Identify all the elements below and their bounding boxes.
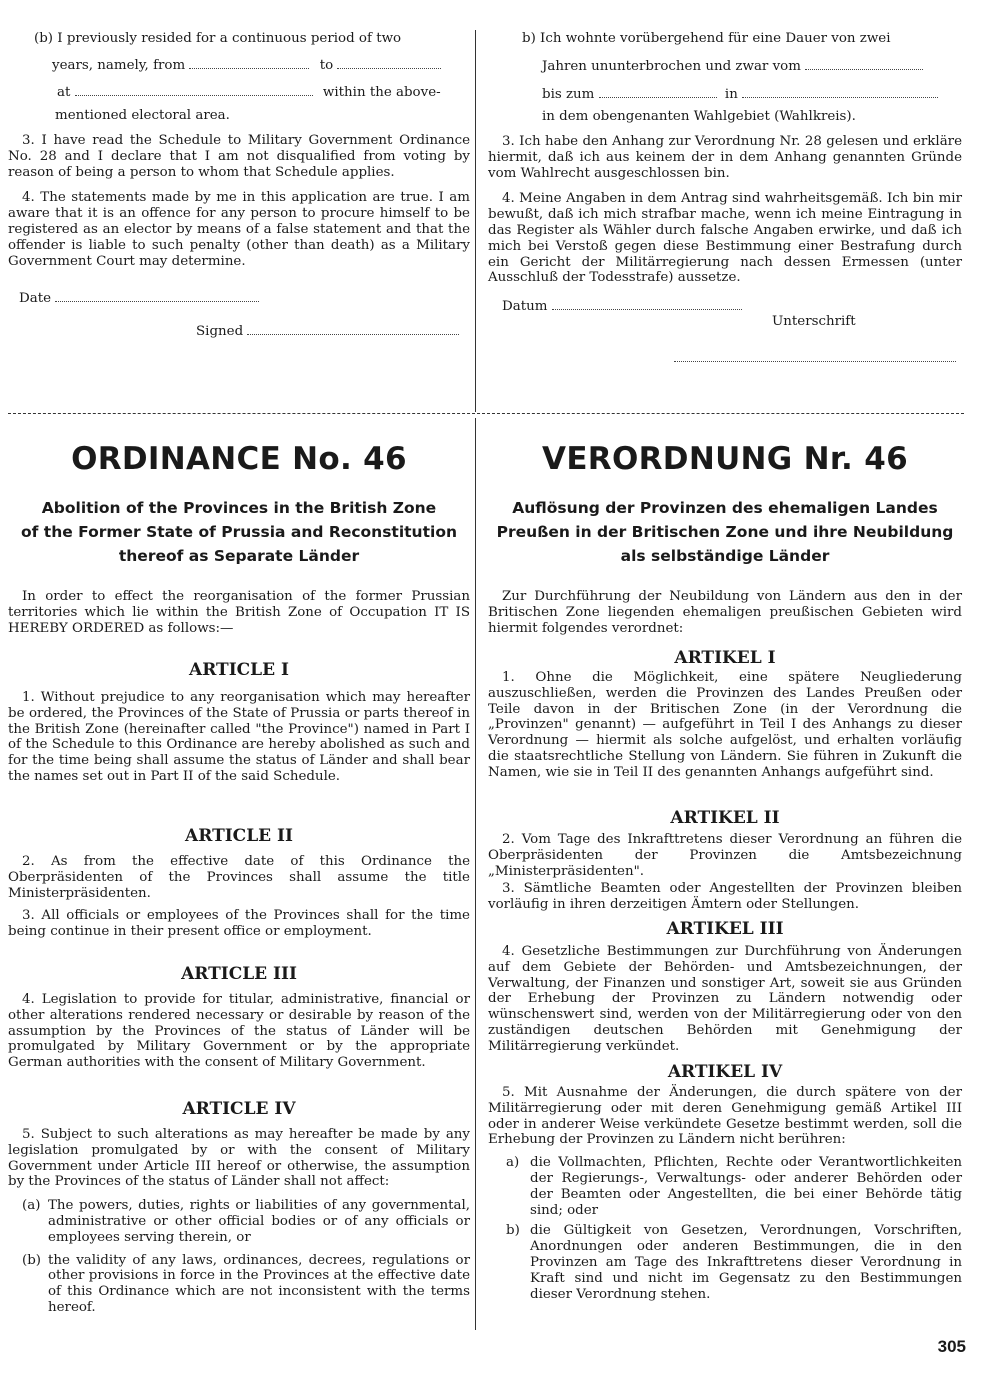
item-a-label-de: a) — [506, 1155, 520, 1171]
formular-b-line1: b) Ich wohnte vorübergehend für eine Dauer von zwei — [522, 31, 891, 46]
item-a-text: The powers, duties, rights or liabilities of any governmental, administrative or other official bodies or of any officials or employees serving therein, or — [48, 1198, 470, 1245]
artikel-2-para-2: 2. Vom Tage des Inkrafttretens dieser Verordnung an führen die Oberpräsidenten der Provinzen die Amtsbezeichnung „Ministerpräsidenten". — [488, 832, 962, 879]
article-3-body — [8, 992, 470, 1071]
artikel-4-para-5: 5. Mit Ausnahme der Änderungen, die durch spätere von der Militärregierung oder mit deren Genehmigung gemäß Artikel III oder in anderer Weise verkündete Gesetze bestimmt werden, soll die Erhebung der Provinzen zu Ländern nicht berühren: — [488, 1085, 962, 1148]
article-2-para-3: 3. All officials or employees of the Provinces shall for the time being continue in their present office or employment. — [8, 908, 470, 940]
page-number: 305 — [937, 1337, 966, 1356]
item-b-text-de: die Gültigkeit von Gesetzen, Verordnungen, Vorschriften, Anordnungen oder anderen Bestimmungen, die in den Provinzen am Tage des Inkrafttretens dieser Verordnung in Kraft sind und nicht im Gegensatz zu den Bestimmungen dieser Verordnung stehen. — [530, 1223, 962, 1302]
item-a-text-de: die Vollmachten, Pflichten, Rechte oder Verantwortlichkeiten der Regierungs-, Verwaltungs- oder anderer Behörden oder der Beamten oder Angestellten, die bei einer Behörde tätig sind; oder — [530, 1155, 962, 1218]
artikel-4-body — [488, 1085, 962, 1302]
declaration-para-3: 3. I have read the Schedule to Military Government Ordinance No. 28 and I declare that I am not disqualified from voting by reason of being a person to whom that Schedule applies. — [8, 133, 470, 180]
artikel-3-body — [488, 944, 962, 1055]
date-field[interactable] — [55, 301, 259, 302]
verordnung-subtitle-line-2: Preußen in der Britischen Zone und ihre Neubildung — [496, 523, 954, 541]
bis-zum-field[interactable] — [599, 97, 717, 98]
english-preamble — [8, 589, 470, 636]
ort-field[interactable] — [742, 97, 938, 98]
item-b-label: (b) — [22, 1252, 42, 1268]
from-date-field[interactable] — [189, 68, 309, 69]
form-item-b-line1: (b) I previously resided for a continuous period of two — [34, 31, 402, 46]
artikel-3-heading: ARTIKEL III — [666, 919, 784, 939]
article-4-item-b — [22, 1253, 470, 1316]
article-4-para-5: 5. Subject to such alterations as may hereafter be made by any legislation promulgated by or with the consent of Military Government under Article III hereof or otherwise, the assumption by the Provinces of the status of Länder shall not affect: — [8, 1127, 470, 1190]
unterschrift-line — [488, 347, 962, 366]
datum-label: Datum — [502, 299, 548, 315]
artikel-1-body — [488, 670, 962, 781]
date-line — [8, 291, 470, 307]
erklaerung-para-4: 4. Meine Angaben in dem Antrag sind wahrheitsgemäß. Ich bin mir bewußt, daß ich mich strafbar mache, wenn ich meine Eintragung in das Register als Wähler durch falsche Angaben erwirke, und daß ich mich bei Verstoß gegen diese Bestimmung einer Bestrafung durch ein Gericht der Militärregierung nach dessen Ermessen (unter Ausschluß der Todesstrafe) aussetze. — [488, 191, 962, 286]
within-label: within the above- — [322, 85, 441, 100]
artikel-4-heading: ARTIKEL IV — [667, 1062, 783, 1082]
article-1-para-1: 1. Without prejudice to any reorganisation which may hereafter be ordered, the Provinces of the State of Prussia or parts thereof in the British Zone (hereinafter called "the Province") named in Part I of the Schedule to this Ordinance are hereby abolished as such and for the time being shall assume the status of Länder and shall bear the names set out in Part II of the said Schedule. — [8, 690, 470, 784]
form-item-b-line2 — [8, 58, 470, 74]
erklaerung-para-3: 3. Ich habe den Anhang zur Verordnung Nr. 28 gelesen und erkläre hiermit, daß ich aus keinem der in dem Anhang genannten Gründe vom Wahlrecht ausgeschlossen bin. — [488, 134, 962, 181]
article-1-body — [8, 690, 470, 785]
artikel-2-body — [488, 832, 962, 913]
verordnung-title: VERORDNUNG Nr. 46 — [542, 441, 908, 477]
to-label: to — [319, 58, 334, 73]
article-1-heading: ARTICLE I — [189, 660, 289, 680]
artikel-1-heading: ARTIKEL I — [674, 648, 776, 668]
ordinance-subtitle-line-2: of the Former State of Prussia and Reconstitution — [21, 523, 457, 541]
ordinance-subtitle — [8, 496, 470, 568]
article-4-item-a — [22, 1198, 470, 1245]
top-left-section — [8, 31, 470, 340]
formular-b-line3 — [488, 87, 962, 103]
article-3-heading: ARTICLE III — [181, 964, 297, 984]
article-4-heading: ARTICLE IV — [182, 1099, 296, 1119]
german-preamble-text: Zur Durchführung der Neubildung von Ländern aus den in der Britischen Zone liegenden ehemaligen preußischen Gebieten wird hiermit folgendes verordnet: — [488, 589, 962, 636]
vom-date-field[interactable] — [805, 69, 923, 70]
form-item-b-line3 — [8, 85, 470, 101]
signed-line — [8, 324, 470, 340]
artikel-2-heading: ARTIKEL II — [670, 808, 780, 828]
item-b-text: the validity of any laws, ordinances, decrees, regulations or other provisions in force in the Provinces at the effective date of this Ordinance which are not inconsistent with the terms hereof. — [48, 1252, 470, 1315]
signature-field[interactable] — [247, 334, 459, 335]
article-4-body — [8, 1127, 470, 1316]
artikel-4-item-a — [506, 1155, 962, 1218]
verordnung-subtitle-line-3: als selbständige Länder — [620, 547, 830, 565]
german-preamble — [488, 589, 962, 636]
datum-field[interactable] — [552, 309, 742, 310]
article-2-body — [8, 854, 470, 940]
in-label: in — [724, 87, 738, 102]
to-date-field[interactable] — [337, 68, 441, 69]
verordnung-subtitle-line-1: Auflösung der Provinzen des ehemaligen Landes — [512, 499, 938, 517]
verordnung-subtitle — [488, 496, 962, 568]
address-field[interactable] — [75, 95, 313, 96]
declaration-para-4: 4. The statements made by me in this application are true. I am aware that it is an offence for any person to procure himself to be registered as an elector by means of a false statement and that the offender is liable to such penalty (other than death) as a Military Government Court may determine. — [8, 190, 470, 269]
signed-label: Signed — [196, 324, 244, 340]
ordinance-subtitle-line-1: Abolition of the Provinces in the British Zone — [41, 499, 437, 517]
date-label: Date — [19, 291, 52, 307]
unterschrift-field[interactable] — [674, 361, 956, 362]
jahren-label: Jahren ununterbrochen und zwar vom — [542, 59, 801, 74]
bis-zum-label: bis zum — [542, 87, 595, 102]
top-column-divider — [475, 30, 476, 412]
article-2-para-2: 2. As from the effective date of this Ordinance the Oberpräsidenten of the Provinces shall assume the title Ministerpräsidenten. — [8, 854, 470, 901]
artikel-3-para-4: 4. Gesetzliche Bestimmungen zur Durchführung von Änderungen auf dem Gebiete der Behörden- und Amtsbezeichnungen, der Verwaltung, der Finanzen und sonstiger Art, soweit sie aus Gründen der Erhebung der Provinzen zu Ländern notwendig oder wünschenswert sind, werden von der Militärregierung oder von den zuständigen deutschen Behörden mit Genehmigung der Militärregierung verkündet. — [488, 944, 962, 1054]
unterschrift-label: Unterschrift — [772, 314, 856, 330]
item-b-label-de: b) — [506, 1223, 520, 1239]
ordinance-title: ORDINANCE No. 46 — [71, 441, 407, 477]
artikel-1-para-1: 1. Ohne die Möglichkeit, eine spätere Neugliederung auszuschließen, werden die Provinzen des Landes Preußen oder Teile davon in der Britischen Zone (in der Verordnung die „Provinzen" genannt) — aufgeführt in Teil I des Anhangs zu dieser Verordnung — hiermit als solche aufgelöst, und erhalten vorläufig die staatsrechtliche Stellung von Ländern. Sie führen in Zukunft die Namen, wie sie in Teil II des genannten Anhangs aufgeführt sind. — [488, 670, 962, 780]
article-3-para-4: 4. Legislation to provide for titular, administrative, financial or other alterations rendered necessary or desirable by reason of the assumption by the Provinces of the status of Länder will be promulgated by Military Government or by the appropriate German authorities with the consent of Military Government. — [8, 992, 470, 1071]
years-from-label: years, namely, from — [52, 58, 186, 73]
at-label: at — [57, 85, 71, 100]
section-separator — [8, 413, 964, 414]
form-item-b-line4: mentioned electoral area. — [55, 108, 230, 123]
formular-b-line4: in dem obengenanten Wahlgebiet (Wahlkreis). — [542, 109, 856, 124]
datum-line — [488, 299, 962, 315]
ordinance-subtitle-line-3: thereof as Separate Länder — [118, 547, 360, 565]
english-preamble-text: In order to effect the reorganisation of the former Prussian territories which lie within the British Zone of Occupation IT IS HEREBY ORDERED as follows:— — [8, 589, 470, 636]
artikel-2-para-3: 3. Sämtliche Beamten oder Angestellten der Provinzen bleiben vorläufig in ihren derzeitigen Ämtern oder Stellungen. — [488, 881, 962, 913]
item-a-label: (a) — [22, 1198, 41, 1214]
artikel-4-item-b — [506, 1223, 962, 1302]
formular-b-line2 — [488, 59, 962, 75]
main-column-divider — [475, 418, 476, 1330]
top-right-section — [488, 31, 962, 366]
article-2-heading: ARTICLE II — [185, 826, 293, 846]
